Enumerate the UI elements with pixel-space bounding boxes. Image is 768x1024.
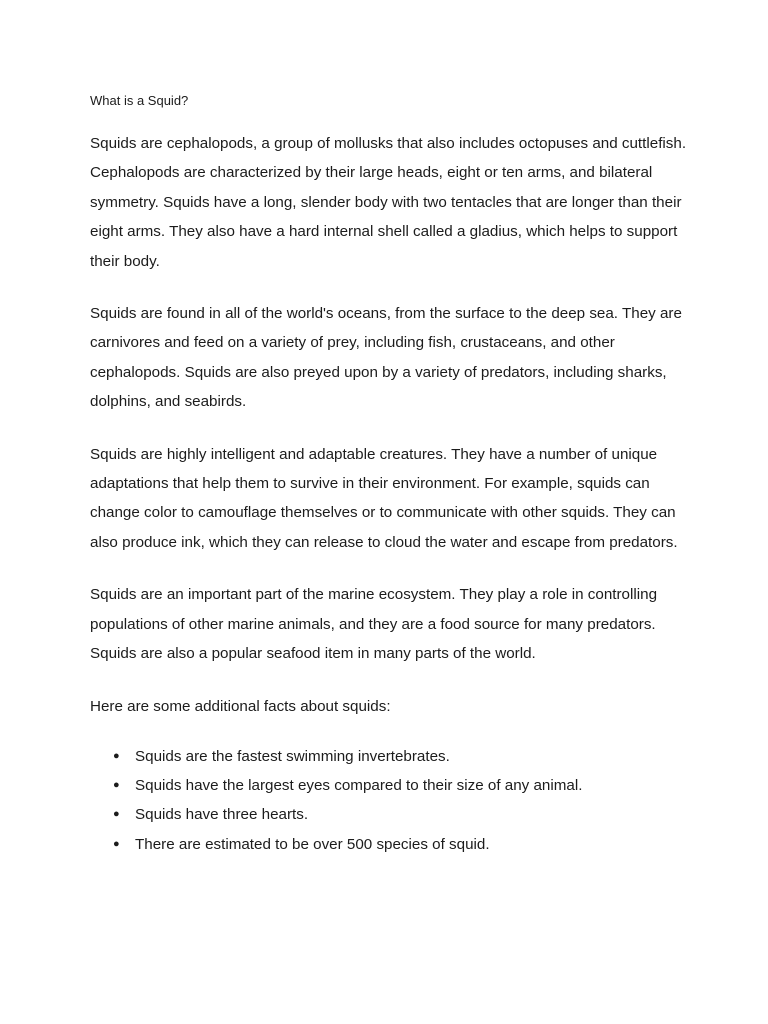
bullet-icon: ● [113, 779, 120, 792]
facts-list [90, 742, 690, 859]
list-item [90, 742, 690, 771]
paragraph-habitat: Squids are found in all of the world's oceans, from the surface to the deep sea. They are carnivores and feed on a variety of prey, including fish, crustaceans, and other cephalopods. Squids are also preyed upon by a variety of predators, including sharks, dolphins, and seabirds. [90, 305, 682, 411]
paragraph-intelligence: Squids are highly intelligent and adaptable creatures. They have a number of unique adaptations that help them to survive in their environment. For example, squids can change color to camouflage themselves or to communicate with other squids. They can also produce ink, which they can release to cloud the water and escape from predators. [90, 445, 678, 551]
list-item [90, 771, 690, 800]
fact-text: Squids have three hearts. [135, 806, 309, 824]
fact-text: Squids have the largest eyes compared to their size of any animal. [135, 777, 583, 795]
bullet-icon: ● [113, 808, 120, 821]
fact-text: Squids are the fastest swimming invertebrates. [135, 747, 450, 765]
fact-text: There are estimated to be over 500 species of squid. [135, 835, 490, 853]
document-title: What is a Squid? [90, 93, 189, 108]
bullet-icon: ● [113, 749, 120, 762]
list-item [90, 800, 690, 829]
list-item [90, 830, 690, 859]
paragraph-anatomy: Squids are cephalopods, a group of mollusks that also includes octopuses and cuttlefish. Cephalopods are characterized by their large heads, eight or ten arms, and bilateral symmetry. Squids have a long, slender body with two tentacles that are longer than their eight arms. They also have a hard internal shell called a gladius, which helps to support their body. [90, 135, 687, 270]
paragraph-ecosystem: Squids are an important part of the marine ecosystem. They play a role in controlling populations of other marine animals, and they are a food source for many predators. Squids are also a popular seafood item in many parts of the world. [90, 586, 658, 663]
document-page [90, 92, 690, 859]
facts-intro: Here are some additional facts about squids: [90, 697, 391, 715]
bullet-icon: ● [113, 837, 120, 850]
